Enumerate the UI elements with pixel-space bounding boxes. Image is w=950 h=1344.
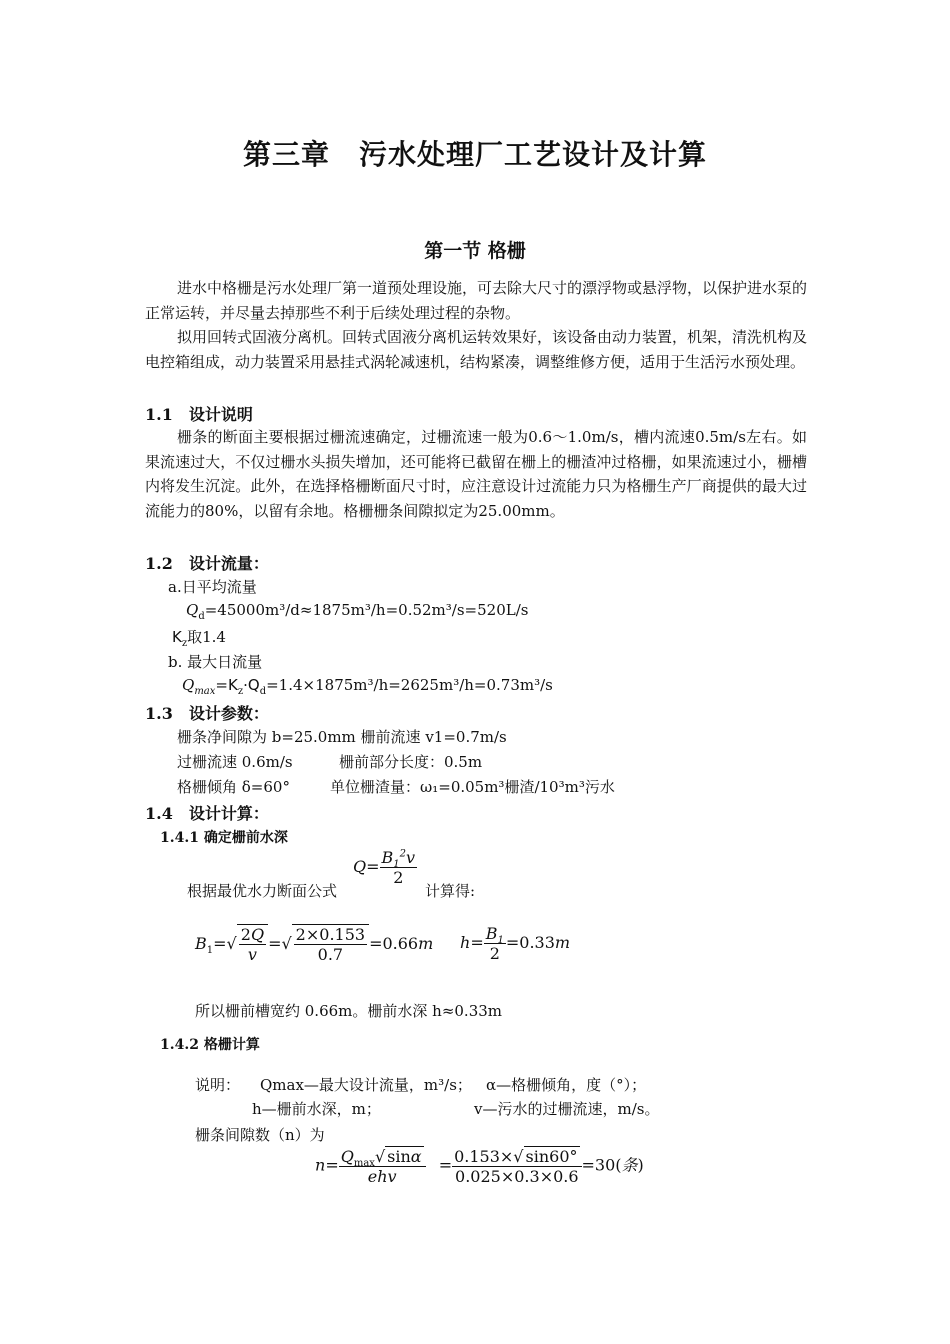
h-calculation: h= $\frac{B_1}{2}$ =0.33m xyxy=(460,924,571,963)
heading-1-2: 1.2 设计流量： xyxy=(145,554,269,573)
gap-count-formula: n= $\frac{Q_{max}√ \sin\alpha}{\text{ehv}}$ = $\frac{0.153\times√ \sin 60^\circ}{0.025\times 0.3\times 0.6}$ =30(条) xyxy=(315,1147,644,1186)
formula-after: 计算得: xyxy=(425,882,476,900)
param-row-2b: 栅前部分长度：0.5m xyxy=(339,753,483,771)
note-label: 说明： xyxy=(195,1076,241,1094)
optimal-section-formula: Q= $\frac{B_1^2v}{2}$ xyxy=(353,848,416,887)
heading-1-4-1: 1.4.1 确定栅前水深 xyxy=(160,830,288,846)
b1-calculation: $B_1=√$ $\frac{2Q}{v}$ =√ $\frac{2\times 0.153}{0.7}$ =0.66m xyxy=(195,925,434,964)
param-row-3b: 单位栅渣量：ω₁=0.05m³栅渣/10³m³污水 xyxy=(330,778,615,796)
section-title: 第一节 格栅 xyxy=(424,240,526,262)
qmax-formula: $Q_{max}=K_z\cdot Q_d=1.4\times 1875m^3/h=2625m^3/h=0.73m^3/s$ xyxy=(182,676,553,697)
note-v: v—污水的过栅流速，m/s。 xyxy=(474,1100,660,1118)
kz-line: $K_z$取1.4 xyxy=(172,628,226,649)
heading-1-1: 1.1 设计说明 xyxy=(145,405,253,424)
intro-paragraph-2 xyxy=(145,325,807,374)
design-description-text: 栅条的断面主要根据过栅流速确定，过栅流速一般为0.6～1.0m/s，槽内流速0.5m/s左右。如果流速过大，不仅过栅水头损失增加，还可能将已截留在栅上的栅渣冲过格栅，如果流速过小，栅槽内将发生沉淀。此外，在选择格栅断面尺寸时，应注意设计过流能力只为格栅生产厂商提供的最大过流能力的80%，以留有余地。格栅栅条间隙拟定为25.00mm。 xyxy=(145,428,807,520)
kz-value: 取1.4 xyxy=(187,628,226,646)
intro-paragraph-1 xyxy=(145,276,807,325)
qmax-values: =1.4×1875m³/h=2625m³/h=0.73m³/s xyxy=(266,676,553,694)
intro-text-2: 拟用回转式固液分离机。回转式固液分离机运转效果好，该设备由动力装置，机架，清洗机构及电控箱组成，动力装置采用悬挂式涡轮减速机，结构紧凑，调整维修方便，适用于生活污水预处理。 xyxy=(145,328,808,371)
avg-flow-label: a.日平均流量 xyxy=(168,578,257,596)
intro-text-1: 进水中格栅是污水处理厂第一道预处理设施，可去除大尺寸的漂浮物或悬浮物，以保护进水泵的正常运转，并尽量去掉那些不利于后续处理过程的杂物。 xyxy=(145,279,808,322)
heading-1-4: 1.4 设计计算： xyxy=(145,804,269,823)
max-flow-label: b. 最大日流量 xyxy=(168,653,263,671)
heading-1-4-2: 1.4.2 格栅计算 xyxy=(160,1037,260,1053)
gap-count-label: 栅条间隙数（n）为 xyxy=(195,1126,325,1144)
note-qmax: Qmax—最大设计流量，m³/s； xyxy=(260,1076,472,1094)
note-h: h—栅前水深，m； xyxy=(252,1100,381,1118)
param-row-3a: 格栅倾角 δ=60° xyxy=(177,778,290,796)
chapter-title: 第三章 污水处理厂工艺设计及计算 xyxy=(242,138,707,171)
note-alpha: α—格栅倾角，度（°）； xyxy=(486,1076,647,1094)
param-row-2a: 过栅流速 0.6m/s xyxy=(177,753,293,771)
qd-formula: $Q_d=45000m^3/d\approx 1875m^3/h=0.52m^3/s=520L/s$ xyxy=(186,601,529,622)
heading-1-3: 1.3 设计参数： xyxy=(145,704,269,723)
qd-values: =45000m³/d≈1875m³/h=0.52m³/s=520L/s xyxy=(204,601,529,619)
design-description xyxy=(145,425,807,523)
param-row-1: 栅条净间隙为 b=25.0mm 栅前流速 v1=0.7m/s xyxy=(177,728,507,746)
formula-intro: 根据最优水力断面公式 xyxy=(187,882,338,900)
depth-result: 所以栅前槽宽约 0.66m。栅前水深 h≈0.33m xyxy=(195,1002,503,1020)
